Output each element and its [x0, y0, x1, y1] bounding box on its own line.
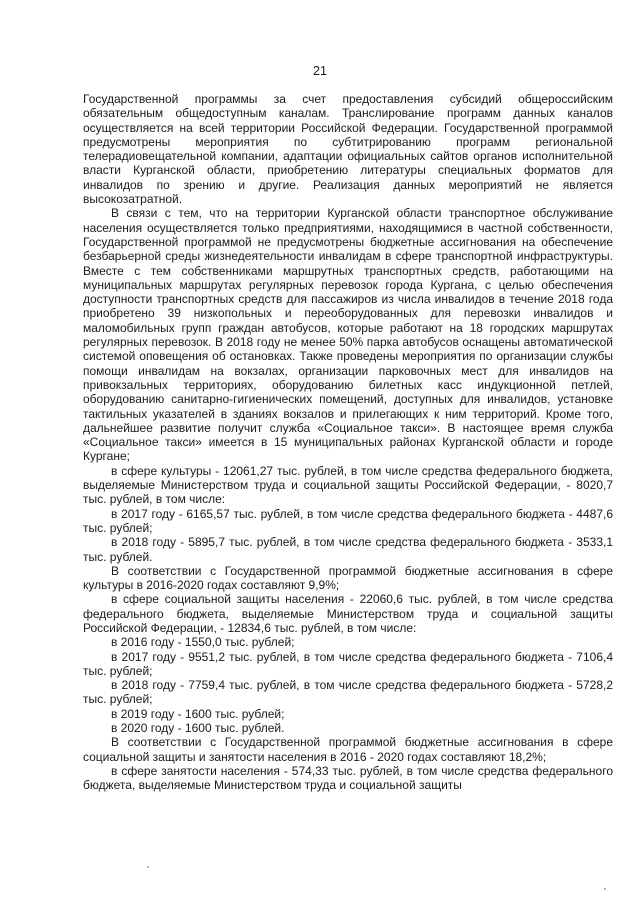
- paragraph: В соответствии с Государственной программой бюджетные ассигнования в сфере социальной защиты и занятости населения в 2016 - 2020 годах составляют 18,2%;: [83, 735, 613, 764]
- scan-speck: [147, 866, 149, 868]
- paragraph: в 2020 году - 1600 тыс. рублей.: [111, 721, 285, 736]
- paragraph: Государственной программы за счет предоставления субсидий общероссийским обязательным общедоступным каналам. Транслирование программ данных каналов осуществляется на всей территории Российской Федерации. Государственной программой предусмотрены мероприятия по субтитрированию программ региональной телерадиовещательной компании, адаптации официальных сайтов органов исполнительной власти Курганской области, приобретению литературы специальных форматов для инвалидов по зрению и другие. Реализация данных мероприятий не является высокозатратной.: [83, 92, 613, 207]
- paragraph: в сфере культуры - 12061,27 тыс. рублей, в том числе средства федерального бюджета, выделяемые Министерством труда и социальной защиты Российской Федерации, - 8020,7 тыс. рублей, в том числе:: [83, 463, 613, 507]
- page-number: 21: [313, 64, 327, 78]
- paragraph: в 2017 году - 6165,57 тыс. рублей, в том числе средства федерального бюджета - 4487,6 тыс. рублей;: [83, 506, 613, 535]
- paragraph: в 2017 году - 9551,2 тыс. рублей, в том числе средства федерального бюджета - 7106,4 тыс. рублей;: [83, 649, 613, 678]
- scan-speck: [604, 888, 606, 890]
- paragraph: в 2018 году - 7759,4 тыс. рублей, в том числе средства федерального бюджета - 5728,2 тыс. рублей;: [83, 678, 613, 707]
- paragraph: В связи с тем, что на территории Курганской области транспортное обслуживание населения осуществляется только предприятиями, находящимися в частной собственности, Государственной программой не предусмотрены бюджетные ассигнования на обеспечение безбарьерной среды жизнедеятельности инвалидам в сфере транспортной инфраструктуры. Вместе с тем собственниками маршрутных транспортных средств, работающими на муниципальных маршрутах регулярных перевозок города Кургана, с целью обеспечения доступности транспортных средств для пассажиров из числа инвалидов в течение 2018 года приобретено 39 низкопольных и переоборудованных для перевозки инвалидов и маломобильных групп граждан автобусов, которые работают на 18 городских маршрутах регулярных перевозок. В 2018 году не менее 50% парка автобусов оснащены автоматической системой оповещения об остановках. Также проведены мероприятия по организации службы помощи инвалидам на вокзалах, организации парковочных мест для инвалидов на привокзальных территориях, оборудованию билетных касс индукционной петлей, оборудованию санитарно-гигиенических помещений, доступных для инвалидов, установке тактильных указателей в зданиях вокзалов и прилегающих к ним территорий. Кроме того, дальнейшее развитие получит служба «Социальное такси». В настоящее время служба «Социальное такси» имеется в 15 муниципальных районах Курганской области и городе Кургане;: [83, 206, 613, 464]
- paragraph: в 2019 году - 1600 тыс. рублей;: [111, 706, 285, 721]
- body-text: [83, 92, 613, 793]
- paragraph: в сфере занятости населения - 574,33 тыс. рублей, в том числе средства федерального бюджета, выделяемые Министерством труда и социальной защиты: [83, 763, 613, 793]
- paragraph: В соответствии с Государственной программой бюджетные ассигнования в сфере культуры в 2016-2020 годах составляют 9,9%;: [83, 563, 613, 593]
- paragraph: в 2016 году - 1550,0 тыс. рублей;: [111, 635, 295, 650]
- paragraph: в 2018 году - 5895,7 тыс. рублей, в том числе средства федерального бюджета - 3533,1 тыс. рублей.: [83, 535, 613, 564]
- paragraph: в сфере социальной защиты населения - 22060,6 тыс. рублей, в том числе средства федерального бюджета, выделяемые Министерством труда и социальной защиты Российской Федерации, - 12834,6 тыс. рублей, в том числе:: [83, 592, 613, 635]
